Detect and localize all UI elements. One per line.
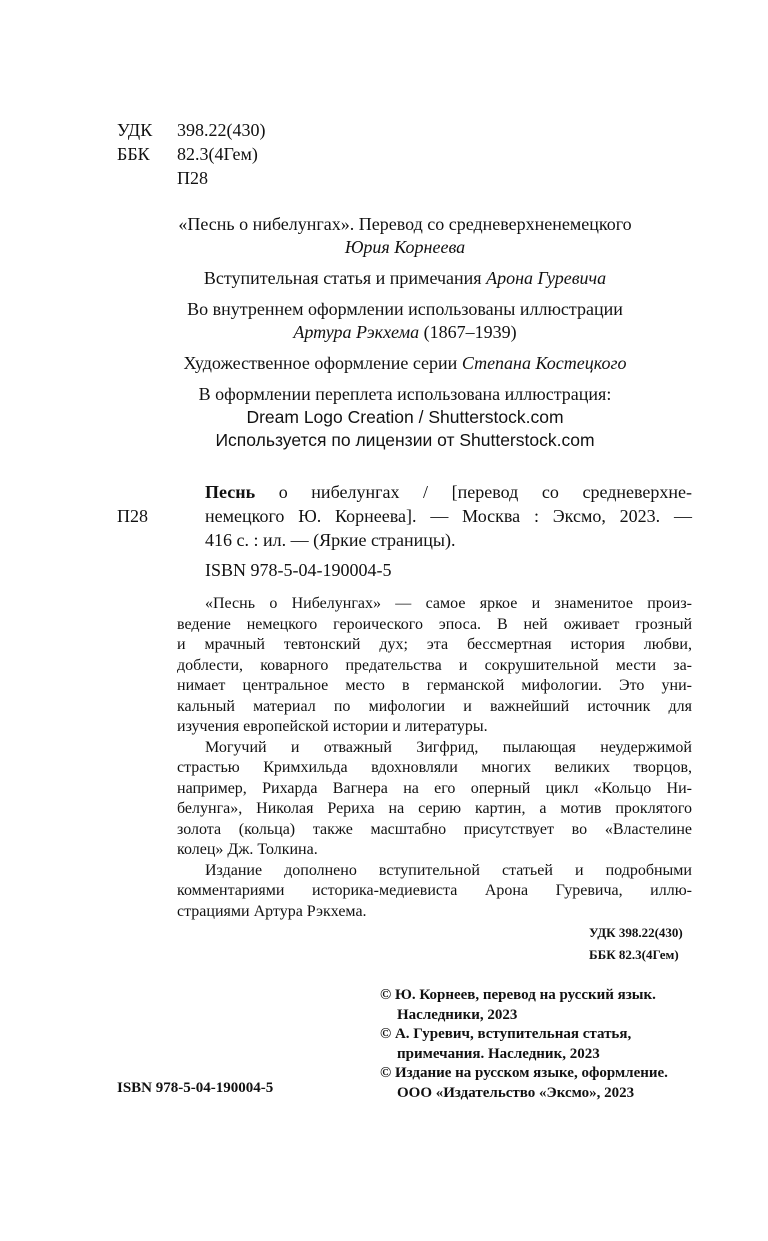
bib-line-2: немецкого Ю. Корнеева]. — Москва : Эксмо, 2023. — bbox=[205, 506, 692, 526]
bbk-label: ББК bbox=[117, 144, 150, 164]
annot-line: страциями Артура Рэкхема. bbox=[177, 902, 367, 920]
copyright-line: © Ю. Корнеев, перевод на русский язык. bbox=[380, 987, 656, 1003]
bib-line-3: 416 с. : ил. — (Яркие страницы). bbox=[205, 530, 456, 550]
bbk-bottom: ББК 82.3(4Гем) bbox=[589, 947, 679, 962]
annot-line: «Песнь о Нибелунгах» — самое яркое и знаменитое произ- bbox=[205, 595, 692, 612]
annot-line: Издание дополнено вступительной статьей и подробными bbox=[205, 861, 692, 879]
annot-line: золота (кольца) также масштабно присутствует во «Властелине bbox=[177, 820, 692, 838]
copyright-line: Наследники, 2023 bbox=[397, 1006, 518, 1023]
annot-line: ведение немецкого героического эпоса. В ней оживает грозный bbox=[177, 615, 692, 633]
annot-line: белунга», Николая Рериха на серию картин, а мотив проклятого bbox=[177, 800, 692, 817]
illustrator-name: Артура Рэкхема bbox=[293, 322, 420, 342]
udk-row bbox=[117, 118, 266, 142]
cover-text: В оформлении переплета использована иллюстрация: bbox=[198, 384, 612, 404]
author-mark: П28 bbox=[177, 168, 208, 188]
annot-line: кальный материал по мифологии и важнейший источник для bbox=[177, 697, 692, 715]
cover-credit bbox=[100, 383, 710, 452]
series-design-text: Художественное оформление серии bbox=[183, 353, 462, 373]
copyright-line: ООО «Издательство «Эксмо», 2023 bbox=[397, 1084, 635, 1101]
isbn-top: ISBN 978-5-04-190004-5 bbox=[205, 560, 392, 580]
annot-line: Могучий и отважный Зигфрид, пылающая неудержимой bbox=[205, 738, 692, 756]
classification-codes bbox=[117, 118, 266, 190]
annotation bbox=[177, 594, 692, 922]
bib-author-mark: П28 bbox=[117, 506, 148, 526]
bib-line-1 bbox=[205, 480, 692, 504]
translator-name: Юрия Корнеева bbox=[344, 237, 466, 257]
copyright-line: © Издание на русском языке, оформление. bbox=[380, 1065, 668, 1081]
series-design-credit bbox=[100, 352, 710, 375]
license-text: Используется по лицензии от Shutterstock.com bbox=[215, 430, 595, 450]
annot-line: страстью Кримхильда вдохновляли многих великих творцов, bbox=[177, 759, 692, 776]
annot-line: комментариями историка-медиевиста Арона Гуревича, иллю- bbox=[177, 882, 692, 899]
udk-bottom: УДК 398.22(430) bbox=[589, 925, 683, 940]
udk-value: 398.22(430) bbox=[177, 120, 266, 140]
cover-source: Dream Logo Creation / Shutterstock.com bbox=[246, 407, 564, 427]
copyright-line: © А. Гуревич, вступительная статья, bbox=[380, 1026, 632, 1042]
intro-credit bbox=[100, 267, 710, 290]
illustrations-credit bbox=[100, 298, 710, 344]
bibliographic-record bbox=[205, 480, 692, 552]
translation-text: «Песнь о нибелунгах». Перевод со средневерхненемецкого bbox=[178, 214, 632, 234]
annot-line: колец» Дж. Толкина. bbox=[177, 841, 318, 858]
bbk-value: 82.3(4Гем) bbox=[177, 144, 258, 164]
annot-line: доблести, коварного предательства и сокрушительной мести за- bbox=[177, 656, 692, 674]
annot-line: изучения европейской истории и литературы. bbox=[177, 718, 488, 735]
translation-credit bbox=[100, 213, 710, 259]
bib-title-word: Песнь bbox=[205, 482, 256, 502]
intro-text: Вступительная статья и примечания bbox=[203, 268, 487, 288]
bbk-row bbox=[117, 142, 266, 166]
illustrations-text: Во внутреннем оформлении использованы иллюстрации bbox=[187, 299, 623, 319]
classification-codes-bottom bbox=[589, 922, 683, 966]
udk-label: УДК bbox=[117, 120, 153, 140]
copyright-line: примечания. Наследник, 2023 bbox=[397, 1045, 600, 1062]
annot-line: нимает центральное место в германской мифологии. Это уни- bbox=[177, 677, 692, 694]
isbn-bottom: ISBN 978-5-04-190004-5 bbox=[117, 1080, 274, 1096]
credits-block bbox=[100, 213, 710, 452]
illustrator-years: (1867–1939) bbox=[419, 322, 517, 342]
intro-author: Арона Гуревича bbox=[486, 268, 607, 288]
annot-line: например, Рихарда Вагнера на его оперный цикл «Кольцо Ни- bbox=[177, 779, 692, 797]
copyright-block bbox=[380, 986, 668, 1103]
bib-line-1-rest: о нибелунгах / [перевод со средневерхне- bbox=[255, 482, 692, 502]
annot-line: и мрачный тевтонский дух; эта бессмертная история любви, bbox=[177, 636, 692, 653]
series-designer: Степана Костецкого bbox=[461, 353, 627, 373]
